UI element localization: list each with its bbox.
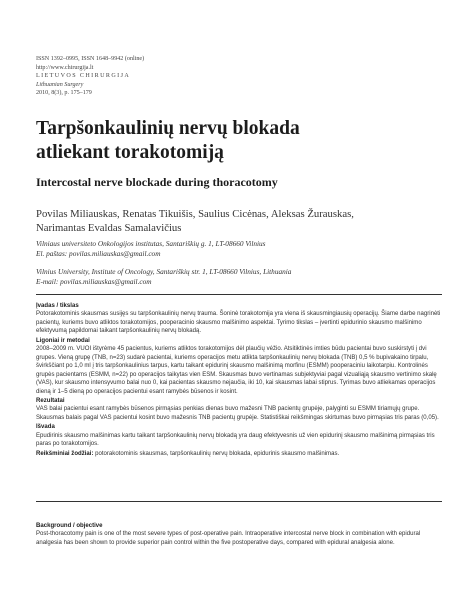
abstract-methods-heading: Ligoniai ir metodai bbox=[36, 337, 90, 344]
abstract-en-background-heading: Background / objective bbox=[36, 523, 103, 529]
affiliation-en-address: Vilnius University, Institute of Oncology, Santariškių str. 1, LT-08660 Vilnius, Lithuania bbox=[36, 267, 292, 276]
authors-line1: Povilas Miliauskas, Renatas Tikuišis, Saulius Cicėnas, Aleksas Žurauskas, bbox=[36, 208, 354, 220]
abstract-results-text: VAS balai pacientui esant ramybės būsenos pirmąsias penkias dienas buvo mažesni TNB pacientų grupėje, palyginti su ESMM tiriamųjų grupe. Skausmas balais pagal VAS pacientui kosint buvo mažesnis TNB pacientų grupėje. Statistiškai reikšmingas skirtumas buvo pirmąsias tris paras (0,05). bbox=[36, 406, 439, 421]
authors-line2: Narimantas Evaldas Samalavičius bbox=[36, 222, 182, 234]
abstract-en bbox=[36, 522, 446, 547]
abstract-keywords bbox=[36, 450, 442, 458]
article-subtitle: Intercostal nerve blockade during thoracotomy bbox=[36, 175, 278, 189]
abstract-conclusions-text: Epudirinis skausmo malšinimas kartu taikant tarpšonkaulinių nervų blokadą yra daug efektyvesnis už vien epidurinį skausmo malšinimą pirmąsias tris paras po torakotomijos. bbox=[36, 432, 435, 448]
affiliation-lt bbox=[36, 239, 446, 259]
abstract-methods-text: 2008–2009 m. VUOI ištyrėme 45 pacientus, kuriems atliktos torakotomijos dėl plaučių vėžio. Atsitiktinės imties būdu pacientai buvo suskirstyti į dvi grupes. Vieną grupę (TNB, n=23) sudarė pacientai, kuriems operacijos metu atlikta tarpšonkaulinių nervų blokada (TNB) 0,5 % bupivakaino tirpalu, švirkščiant po 1,0 ml į tris tarpšonkaulinius tarpus, kartu taikant epidurinį skausmo malšinimą morfinu (ESMM) pooperaciniu laikotarpiu. Kontrolinės grupės pacientams (ESMM, n=22) po operacijos taikytas vien ESM. Skausmas buvo vertinamas subjektyviai pagal vizualiąją skausmo vertinimo skalę (VAS), kur skausmo intensyvumo balai nuo 0, kai pacientas skausmo nejaučia, iki 10, kai skausmas labai stiprus. Tyrimas buvo atliekamas operacijos dieną ir 1–5 dieną po operacijos pacientui esant ramybės būsenos ir kosint. bbox=[36, 346, 437, 395]
affiliation-lt-email: El. paštas: povilas.miliauskas@gmail.com bbox=[36, 248, 161, 258]
abstract-lt bbox=[36, 294, 442, 502]
abstract-background-text: Potorakotominis skausmas susijęs su tarpšonkaulinių nervų trauma. Šoninė torakotomija yra viena iš skausmingiausių operacijų. Šiame darbe nagrinėti pacientų, kuriems buvo atliktos torakotomijos, pooperacinio skausmo malšinimo aspektai. Tyrimo tikslas – įvertinti epidurinio skausmo malšinimo efektyvumą papildomai taikant tarpšonkaulinių nervų blokadą. bbox=[36, 311, 441, 335]
keywords-text: potorakotominis skausmas, tarpšonkaulinių nervų blokada, epidurinis skausmo malšinimas. bbox=[93, 450, 340, 457]
article-title-line1: Tarpšonkaulinių nervų blokada bbox=[36, 118, 300, 139]
journal-header bbox=[36, 55, 144, 98]
abstract-background-heading: Įvadas / tikslas bbox=[36, 303, 79, 309]
issn: ISSN 1392–0995, ISSN 1648–9942 (online) bbox=[36, 56, 145, 62]
affiliation-en bbox=[36, 267, 446, 287]
citation: 2010, 8(3), p. 175–179 bbox=[36, 90, 92, 97]
journal-name: LIETUVOS CHIRURGIJA bbox=[36, 73, 131, 80]
journal-name-en: Lithuanian Surgery bbox=[36, 81, 84, 88]
affiliation-lt-address: Vilniaus universiteto Onkologijos institutas, Santariškių g. 1, LT-08660 Vilnius bbox=[36, 239, 266, 248]
abstract-en-background-text: Post-thoracotomy pain is one of the most severe types of post-operative pain. Intraoperative intercostal nerve block in combination with epidural analgesia has been shown to provide superior pain control within the five postoperative days, compared with epidural analgesia alone. bbox=[36, 531, 421, 546]
article-title-line2: atliekant torakotomiją bbox=[36, 142, 224, 163]
abstract-results-heading: Rezultatai bbox=[36, 397, 65, 404]
affiliation-en-email: E-mail: povilas.miliauskas@gmail.com bbox=[36, 276, 152, 286]
article-title bbox=[36, 117, 436, 165]
keywords-label: Reikšminiai žodžiai: bbox=[36, 450, 94, 457]
abstract-conclusions-heading: Išvada bbox=[36, 424, 55, 431]
journal-url: http://www.chirurgija.lt bbox=[36, 64, 94, 71]
authors bbox=[36, 207, 446, 235]
